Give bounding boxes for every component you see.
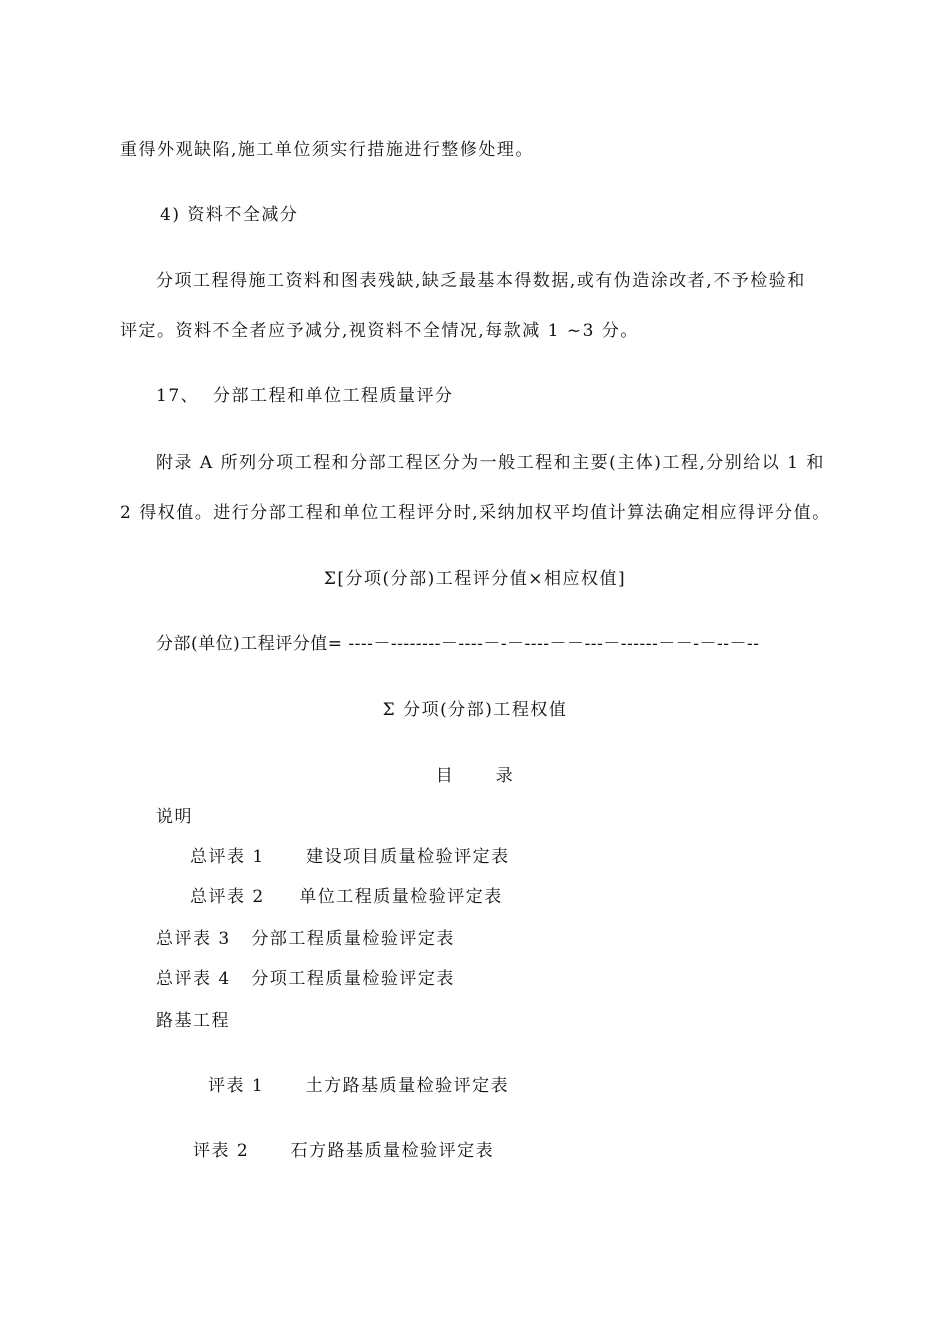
section-heading-4: 4) 资料不全减分 <box>160 205 299 225</box>
toc-item: 路基工程 <box>156 1011 230 1031</box>
paragraph-tail: 重得外观缺陷,施工单位须实行措施进行整修处理。 <box>120 140 534 160</box>
paragraph-line: 2 得权值。进行分部工程和单位工程评分时,采纳加权平均值计算法确定相应得评分值。 <box>120 503 831 523</box>
toc-item: 总评表 2 单位工程质量检验评定表 <box>190 887 503 907</box>
formula-numerator: Σ[分项(分部)工程评分值×相应权值] <box>323 569 627 589</box>
toc-title: 目 录 <box>435 766 515 786</box>
paragraph-line: 分项工程得施工资料和图表残缺,缺乏最基本得数据,或有伪造涂改者,不予检验和 <box>156 271 806 291</box>
toc-item: 总评表 1 建设项目质量检验评定表 <box>190 847 510 867</box>
toc-item: 总评表 4 分项工程质量检验评定表 <box>156 969 455 989</box>
formula-denominator: Σ 分项(分部)工程权值 <box>382 700 568 720</box>
paragraph-line: 评定。资料不全者应予减分,视资料不全情况,每款减 1 ~3 分。 <box>120 321 639 341</box>
toc-item: 说明 <box>156 807 193 827</box>
paragraph-line: 附录 A 所列分项工程和分部工程区分为一般工程和主要(主体)工程,分别给以 1 和 <box>156 453 825 473</box>
toc-item: 评表 2 石方路基质量检验评定表 <box>193 1141 495 1161</box>
formula-line: 分部(单位)工程评分值= ----－--------－----－-－----－－---－------－－-－--－-- <box>156 634 760 654</box>
toc-item: 总评表 3 分部工程质量检验评定表 <box>156 929 455 949</box>
toc-item: 评表 1 土方路基质量检验评定表 <box>208 1076 510 1096</box>
section-heading-17: 17、 分部工程和单位工程质量评分 <box>156 386 454 406</box>
